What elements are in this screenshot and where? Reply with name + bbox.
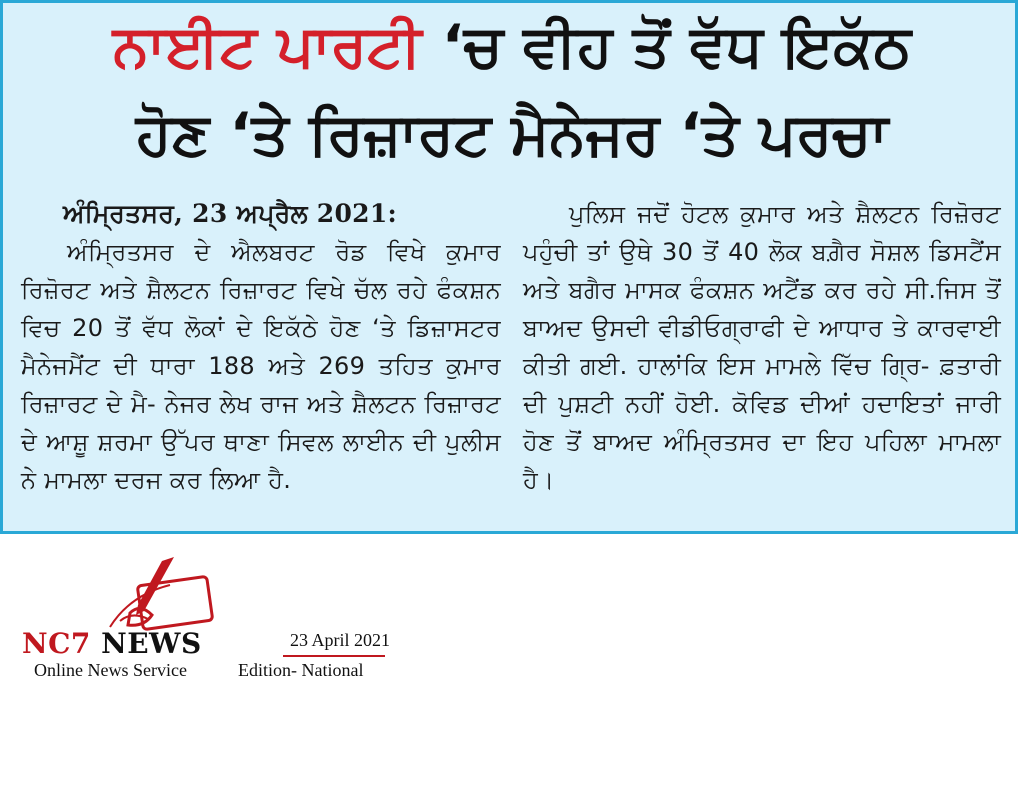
edition-label: Edition- National	[238, 660, 364, 680]
brand-news: NEWS	[90, 627, 202, 660]
brand-logo-text	[22, 628, 202, 660]
brand-nc7: NC7	[22, 627, 91, 660]
publication-date: 23 April 2021	[290, 630, 391, 650]
headline-line-1-rest: ‘ਚ ਵੀਹ ਤੋਂ ਵੱਧ ਇਕੱਠ	[421, 12, 912, 80]
pen-and-paper-icon	[100, 555, 218, 635]
date-underline	[283, 655, 385, 657]
article-left-body: ਅੰਮ੍ਰਿਤਸਰ ਦੇ ਐਲਬਰਟ ਰੋਡ ਵਿਖੇ ਕੁਮਾਰ ਰਿਜ਼ੋਰਟ ਅਤੇ ਸ਼ੈਲਟਨ ਰਿਜ਼ਾਰਟ ਵਿਖੇ ਚੱਲ ਰਹੇ ਫੰਕਸ਼ਨ ਵਿਚ 20 ਤੋਂ ਵੱਧ ਲੋਕਾਂ ਦੇ ਇਕੱਠੇ ਹੋਣ ‘ਤੇ ਡਿਜ਼ਾਸਟਰ ਮੈਨੇਜਮੈਂਟ ਦੀ ਧਾਰਾ 188 ਅਤੇ 269 ਤਹਿਤ ਕੁਮਾਰ ਰਿਜ਼ਾਰਟ ਦੇ ਮੈ- ਨੇਜਰ ਲੇਖ ਰਾਜ ਅਤੇ ਸ਼ੈਲਟਨ ਰਿਜ਼ਾਰਟ ਦੇ ਆਸ਼ੂ ਸ਼ਰਮਾ ਉੱਪਰ ਥਾਣਾ ਸਿਵਲ ਲਾਈਨ ਦੀ ਪੁਲੀਸ ਨੇ ਮਾਮਲਾ ਦਰਜ ਕਰ ਲਿਆ ਹੈ.	[21, 238, 501, 494]
headline-line-1	[3, 11, 1021, 81]
headline-highlight: ਨਾਈਟ ਪਾਰਟੀ	[112, 12, 422, 80]
article-right-body: ਪੁਲਿਸ ਜਦੋਂ ਹੋਟਲ ਕੁਮਾਰ ਅਤੇ ਸ਼ੈਲਟਨ ਰਿਜ਼ੋਰਟ ਪਹੁੰਚੀ ਤਾਂ ਉਥੇ 30 ਤੋਂ 40 ਲੋਕ ਬਗ਼ੈਰ ਸੋਸ਼ਲ ਡਿਸਟੈਂਸ ਅਤੇ ਬਗੈਰ ਮਾਸਕ ਫੰਕਸ਼ਨ ਅਟੈਂਡ ਕਰ ਰਹੇ ਸੀ.ਜਿਸ ਤੋਂ ਬਾਅਦ ਉਸਦੀ ਵੀਡੀਓਗ੍ਰਾਫੀ ਦੇ ਆਧਾਰ ਤੇ ਕਾਰਵਾਈ ਕੀਤੀ ਗਈ. ਹਾਲਾਂਕਿ ਇਸ ਮਾਮਲੇ ਵਿੱਚ ਗ੍ਰਿ- ਫ਼ਤਾਰੀ ਦੀ ਪੁਸ਼ਟੀ ਨਹੀਂ ਹੋਈ. ਕੋਵਿਡ ਦੀਆਂ ਹਦਾਇਤਾਂ ਜਾਰੀ ਹੋਣ ਤੋਂ ਬਾਅਦ ਅੰਮ੍ਰਿਤਸਰ ਦਾ ਇਹ ਪਹਿਲਾ ਮਾਮਲਾ ਹੈ।	[523, 200, 1001, 494]
article-column-left	[21, 195, 501, 499]
headline-line-2: ਹੋਣ ‘ਤੇ ਰਿਜ਼ਾਰਟ ਮੈਨੇਜਰ ‘ਤੇ ਪਰਚਾ	[135, 100, 889, 168]
article-column-right	[523, 195, 1001, 499]
article-dateline: ਅੰਮ੍ਰਿਤਸਰ, 23 ਅਪ੍ਰੈਲ 2021:	[63, 199, 398, 228]
brand-tagline: Online News Service	[34, 660, 187, 680]
